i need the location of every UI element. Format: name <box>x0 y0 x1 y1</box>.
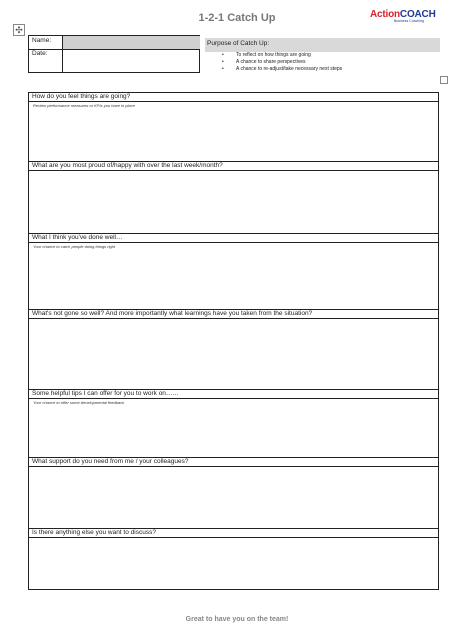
table-resize-handle-icon[interactable] <box>440 76 448 84</box>
purpose-heading: Purpose of Catch Up: <box>205 38 440 52</box>
date-label: Date: <box>32 50 48 57</box>
question-hint: Your chance to catch people doing things right <box>33 244 116 249</box>
document-title: 1-2-1 Catch Up <box>198 12 276 24</box>
bullet-icon: • <box>222 52 224 58</box>
question-label: What I think you've done well… <box>29 234 438 243</box>
date-row <box>29 49 199 72</box>
name-row <box>29 36 199 50</box>
questions-table <box>28 92 439 590</box>
question-label: What support do you need from me / your colleagues? <box>29 458 438 467</box>
section-support[interactable] <box>29 458 438 529</box>
section-proud[interactable] <box>29 162 438 234</box>
question-label: How do you feel things are going? <box>29 93 438 102</box>
purpose-item: • A chance to re-adjust/take necessary next steps <box>222 66 343 72</box>
footer-message: Great to have you on the team! <box>185 616 289 623</box>
table-move-handle-icon[interactable]: ✣ <box>13 24 25 36</box>
question-hint: Your chance to offer some developmental feedback <box>33 400 125 405</box>
purpose-panel <box>205 38 440 73</box>
bullet-icon: • <box>222 59 224 65</box>
section-tips[interactable] <box>29 390 438 458</box>
purpose-list <box>205 52 440 73</box>
question-label: Some helpful tips I can offer for you to work on…… <box>29 390 438 399</box>
section-done-well[interactable] <box>29 234 438 310</box>
question-label: What's not gone so well? And more importantly what learnings have you taken from the situation? <box>29 310 438 319</box>
purpose-item: • To reflect on how things are going <box>222 52 311 58</box>
question-label: Is there anything else you want to discuss? <box>29 529 438 538</box>
name-field[interactable] <box>62 36 200 49</box>
purpose-item: • A chance to share perspectives <box>222 59 306 65</box>
date-field[interactable] <box>62 49 200 72</box>
name-label: Name: <box>32 37 52 44</box>
section-feel[interactable] <box>29 93 438 162</box>
logo-coach-text: COACH <box>399 9 436 20</box>
bullet-icon: • <box>222 66 224 72</box>
section-not-gone-well[interactable] <box>29 310 438 390</box>
logo-action-text: Action <box>370 9 400 20</box>
logo-tagline: Business Coaching <box>394 19 424 23</box>
info-table <box>28 35 200 73</box>
question-label: What are you most proud of/happy with over the last week/month? <box>29 162 438 171</box>
question-hint: Review performance measures or KPIs you have in place <box>33 103 135 108</box>
section-anything-else[interactable] <box>29 529 438 589</box>
actioncoach-logo <box>370 9 448 31</box>
